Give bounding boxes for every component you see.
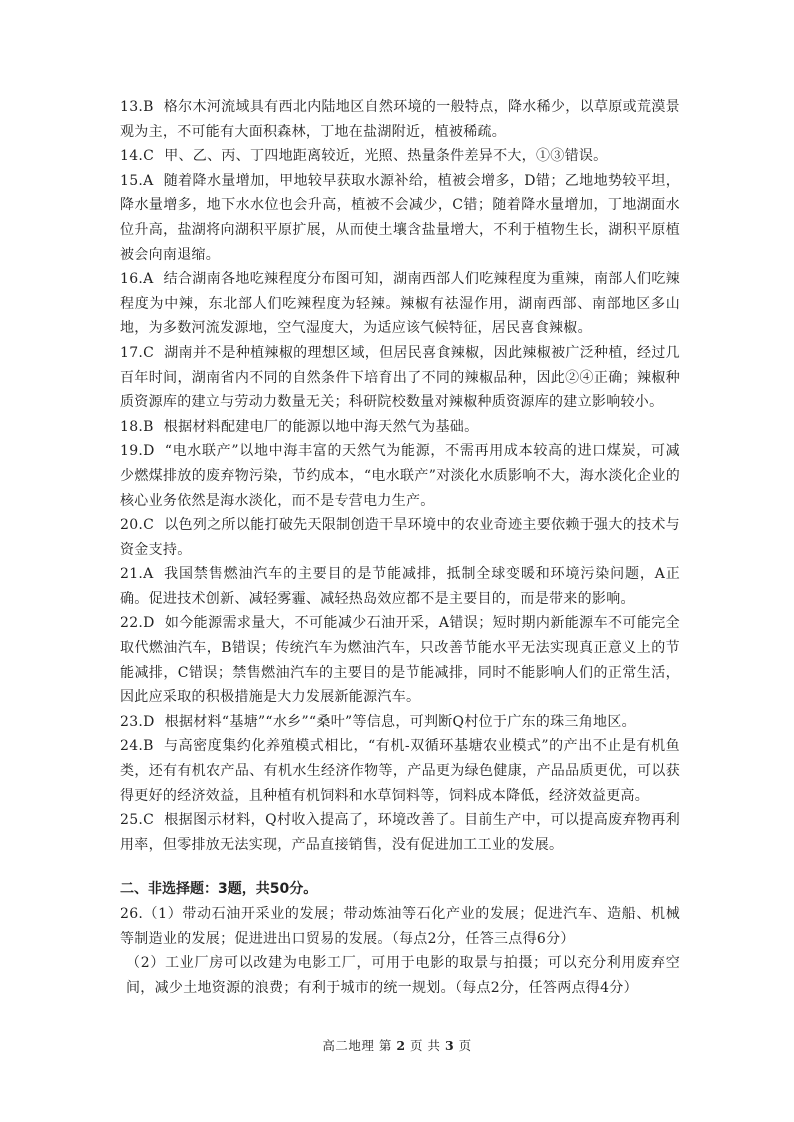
answer-number: 25.C [120,812,155,829]
answer-text: 根据材料配建电厂的能源以地中海天然气为基础。 [163,418,479,435]
answer-text: 以色列之所以能打破先天限制创造干旱环境中的农业奇迹主要依赖于强大的技术与资金支持。 [120,517,680,558]
answer-26-part-1: 26.（1）带动石油开采业的发展；带动炼油等石化产业的发展；促进汽车、造船、机械等制造业的发展；促进进出口贸易的发展。（每点2分，任答三点得6分） [120,906,680,947]
answer-text: 湖南并不是种植辣椒的理想区域，但居民喜食辣椒，因此辣椒被广泛种植，经过几百年时间，湖南省内不同的自然条件下培育出了不同的辣椒品种，因此②④正确；辣椒种质资源库的建立与劳动力数量无关；科研院校数量对辣椒种质资源库的建立影响较小。 [120,344,680,411]
answer-item [120,415,680,440]
answer-text: 甲、乙、丙、丁四地距离较近，光照、热量条件差异不大，①③错误。 [164,148,608,165]
answer-item [120,169,680,267]
answer-number: 21.A [120,566,154,583]
answer-number: 17.C [120,344,155,361]
answer-number: 14.C [120,148,155,165]
answer-item [120,562,680,611]
answer-text: 根据材料“基塘”“水乡”“桑叶”等信息，可判断Q村位于广东的珠三角地区。 [164,713,636,730]
answer-number: 20.C [120,517,155,534]
answer-text: 如今能源需求量大，不可能减少石油开采，A错误；短时期内新能源车不可能完全取代燃油汽车，B错误；传统汽车为燃油汽车，只改善节能水平无法实现真正意义上的节能减排，C错误；禁售燃油汽车的主要目的是节能减排，同时不能影响人们的正常生活，因此应采取的积极措施是大力发展新能源汽车。 [120,615,680,706]
answer-number: 19.D [120,443,155,460]
answer-text: “电水联产”以地中海丰富的天然气为能源，不需再用成本较高的进口煤炭，可减少燃煤排放的废弃物污染，节约成本，“电水联产”对淡化水质影响不大，海水淡化企业的核心业务依然是海水淡化，而不是专营电力生产。 [120,443,680,509]
answer-26-part-2: （2）工业厂房可以改建为电影工厂，可用于电影的取景与拍摄；可以充分利用废弃空间，减少土地资源的浪费；有利于城市的统一规划。（每点2分，任答两点得4分） [126,955,680,996]
answer-number: 18.B [120,418,154,435]
answer-item [120,267,680,341]
answer-text: 与高密度集约化养殖模式相比，“有机-双循环基塘农业模式”的产出不止是有机鱼类，还有有机农产品、有机水生经济作物等，产品更为绿色健康，产品品质更优，可以获得更好的经济效益，且种植有机饲料和水草饲料等，饲料成本降低，经济效益更高。 [120,738,680,804]
answer-item [120,95,680,144]
footer-page-mid: 页 共 [410,1038,441,1053]
answer-number: 15.A [120,172,154,189]
answer-text: 根据图示材料，Q村收入提高了，环境改善了。目前生产中，可以提高废弃物再利用率，但零排放无法实现，产品直接销售，没有促进加工工业的发展。 [120,812,680,853]
answer-number: 13.B [120,99,154,115]
answer-text: 随着降水量增加，甲地较早获取水源补给，植被会增多，D错；乙地地势较平坦，降水量增多，地下水水位也会升高，植被不会减少，C错；随着降水量增加，丁地湖面水位升高，盐湖将向湖积平原扩展，从而使土壤含盐量增大，不利于植物生长，湖积平原植被会向南退缩。 [120,172,680,263]
answer-item [120,710,680,735]
answer-item [120,439,680,513]
answer-item [120,611,680,709]
section-heading: 二、非选择题：3题，共50分。 [120,881,318,898]
answer-text: 我国禁售燃油汽车的主要目的是节能减排，抵制全球变暖和环境污染问题，A正确。促进技术创新、减轻雾霾、减轻热岛效应都不是主要目的，而是带来的影响。 [120,566,680,607]
answer-number: 24.B [120,738,154,755]
footer-page-total: 3 [444,1038,455,1053]
page-footer [0,1036,794,1054]
answer-item [120,513,680,562]
footer-page-prefix: 第 [378,1038,392,1053]
answer-item [120,734,680,808]
answer-number: 22.D [120,615,155,632]
answer-number: 16.A [120,271,154,288]
answer-list [120,95,680,857]
answer-item [120,808,680,857]
answer-item [120,144,680,169]
answer-content [120,95,680,1000]
answer-text: 格尔木河流域具有西北内陆地区自然环境的一般特点，降水稀少，以草原或荒漠景观为主，不可能有大面积森林，丁地在盐湖附近，植被稀疏。 [120,99,680,140]
answer-number: 23.D [120,713,155,730]
footer-page-number: 2 [396,1038,406,1053]
footer-subject: 高二地理 [322,1038,375,1053]
footer-page-suffix: 页 [458,1038,472,1053]
answer-item [120,341,680,415]
answer-text: 结合湖南各地吃辣程度分布图可知，湖南西部人们吃辣程度为重辣，南部人们吃辣程度为中辣，东北部人们吃辣程度为轻辣。辣椒有祛湿作用，湖南西部、南部地区多山地，为多数河流发源地，空气湿度大，为适应该气候特征，居民喜食辣椒。 [120,271,680,337]
